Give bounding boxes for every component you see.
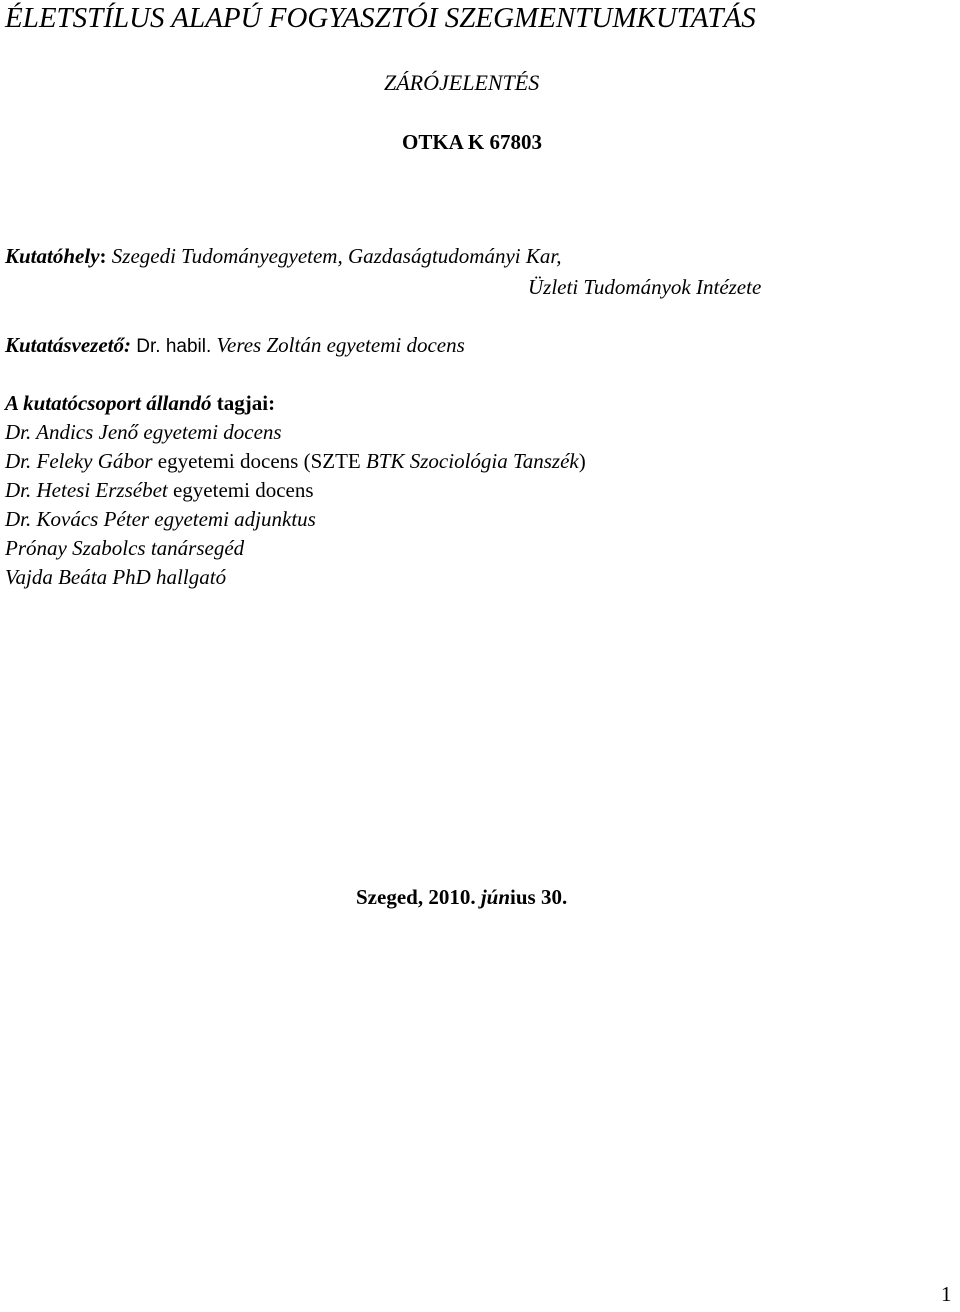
members-heading: [5, 393, 275, 414]
date-part1: Szeged, 2010.: [356, 885, 481, 909]
research-site-line: [5, 246, 561, 267]
member-kovacs: Dr. Kovács Péter egyetemi adjunktus: [5, 507, 316, 531]
research-site-value: Szegedi Tudományegyetem, Gazdaságtudományi Kar,: [106, 244, 562, 268]
member-pronay: Prónay Szabolcs tanársegéd: [5, 536, 245, 560]
member-feleky: [5, 451, 586, 472]
member-feleky-name: Dr. Feleky Gábor: [5, 449, 153, 473]
member-andics: Dr. Andics Jenő egyetemi docens: [5, 420, 282, 444]
date-part2: jún: [480, 885, 511, 909]
members-heading-part2: tagjai:: [211, 391, 276, 415]
member-feleky-title: egyetemi docens (SZTE: [152, 449, 366, 473]
research-leader-prefix: Dr. habil.: [131, 336, 212, 357]
report-subtitle: ZÁRÓJELENTÉS: [384, 70, 540, 95]
research-site-label: Kutatóhely: [5, 244, 100, 268]
member-hetesi-name: Dr. Hetesi Erzsébet: [5, 478, 168, 502]
research-site-institute: Üzleti Tudományok Intézete: [528, 275, 762, 299]
grant-number: OTKA K 67803: [402, 130, 543, 154]
research-leader-line: [5, 335, 465, 356]
research-leader-name: Veres Zoltán egyetemi docens: [211, 333, 465, 357]
date-part3: ius 30.: [510, 885, 568, 909]
member-feleky-dept: BTK Szociológia Tanszék: [365, 449, 579, 473]
research-site-colon: :: [99, 244, 107, 268]
members-heading-part1: A kutatócsoport állandó: [5, 391, 212, 415]
place-date: [356, 887, 567, 908]
page-number: 1: [941, 1282, 952, 1306]
member-vajda: Vajda Beáta PhD hallgató: [5, 565, 227, 589]
member-feleky-end: ): [578, 449, 586, 473]
document-title: ÉLETSTÍLUS ALAPÚ FOGYASZTÓI SZEGMENTUMKUTATÁS: [5, 2, 756, 34]
research-leader-label: Kutatásvezető:: [5, 333, 131, 357]
member-hetesi: [5, 480, 314, 501]
member-hetesi-title: egyetemi docens: [167, 478, 314, 502]
